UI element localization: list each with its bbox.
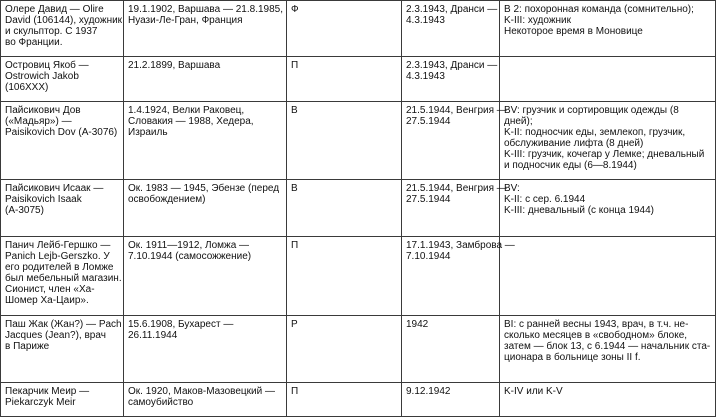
cell-line: K-II: с сер. 6.1944 [504,194,586,205]
cell-line: 1942 [406,319,429,330]
cell-line: Ок. 1920, Маков-Мазовецкий — [128,386,275,397]
cell-line: Пайсикович Дов [5,105,81,116]
person-cell [1,180,124,237]
cell-line: 21.2.1899, Варшава [128,60,221,71]
table-row [1,1,716,57]
cell-line: Ок. 1983 — 1945, Эбензе (перед [128,183,280,194]
cell-line: в Париже [5,341,50,352]
cell-line: 27.5.1944 [406,194,451,205]
cell-line: Островиц Якоб — [5,60,89,71]
birth-death-cell [124,57,287,102]
cell-line: сколько месяцев в «свободном» блоке, [504,330,688,341]
work-cell [500,316,716,383]
transport-cell [402,102,507,180]
cell-line: 27.5.1944 [406,116,451,127]
category-cell: Р [287,316,402,383]
cell-line: K-III: художник [504,15,572,26]
cell-line: освобождением) [128,194,206,205]
transport-cell [402,180,507,237]
cell-line: и скульптор. С 1937 [5,26,98,37]
cell-line: 15.6.1908, Бухарест — [128,319,234,330]
cell-line: 2.3.1943, Дранси — [406,4,498,15]
work-cell [500,57,716,102]
cell-line: K-II: подносчик еды, землекоп, грузчик, [504,127,686,138]
cell-line: Сионист, член «Ха- [5,284,95,295]
table-row [1,316,716,383]
cell-line: 1.4.1924, Велки Раковец, [128,105,245,116]
category-cell: В [287,102,402,180]
cell-line: Нуази-Ле-Гран, Франция [128,15,243,26]
cell-line: во Франции. [5,37,63,48]
cell-line: 21.5.1944, Венгрия — [406,183,507,194]
cell-line: ционара в больнице зоны II f. [504,352,641,363]
birth-death-cell [124,383,287,417]
cell-line: Ostrowich Jakob [5,71,79,82]
work-cell [500,180,716,237]
cell-line: («Мадьяр») — [5,116,72,127]
cell-line: 7.10.1944 (самосожжение) [128,251,252,262]
cell-line: Piekarczyk Meir [5,397,76,408]
cell-line: 21.5.1944, Венгрия — [406,105,507,116]
cell-line: самоубийство [128,397,194,408]
cell-line: Некоторое время в Моновице [504,26,643,37]
cell-line: Panich Lejb-Gerszko. У [5,251,110,262]
cell-line: K-III: дневальный (с конца 1944) [504,205,655,216]
cell-line: K-III: грузчик, кочегар у Лемке; дневальный [504,149,705,160]
birth-death-cell [124,1,287,57]
transport-cell [402,57,500,102]
person-cell [1,237,124,316]
cell-line: обслуживание лифта (8 дней) [504,138,644,149]
category-cell: Ф [287,1,402,57]
category-cell: П [287,57,402,102]
cell-line: 2.3.1943, Дранси — [406,60,498,71]
work-cell [500,237,716,316]
cell-line: Словакия — 1988, Хедера, [128,116,254,127]
cell-line: 17.1.1943, Замброва — [406,240,515,251]
cell-line: David (106144), художник [5,15,123,26]
cell-line: Paisikovich Isaak [5,194,82,205]
birth-death-cell [124,316,287,383]
cell-line: дней); [504,116,533,127]
cell-line: BV: [504,183,520,194]
cell-line: 7.10.1944 [406,251,451,262]
person-cell [1,316,124,383]
cell-line: BV: грузчик и сортировщик одежды (8 [504,105,679,116]
transport-cell [402,383,500,417]
cell-line: Израиль [128,127,168,138]
person-cell [1,57,124,102]
cell-line: Jacques (Jean?), врач [5,330,106,341]
cell-line: BI: с ранней весны 1943, врач, в т.ч. не- [504,319,689,330]
cell-line: Панич Лейб-Гершко — [5,240,111,251]
cell-line: Паш Жак (Жан?) — Pach [5,319,122,330]
cell-line: 4.3.1943 [406,71,445,82]
cell-line: В 2: похоронная команда (сомнительно); [504,4,694,15]
records-table-body [1,1,716,417]
cell-line: затем — блок 13, с 6.1944 — начальник ста- [504,341,711,352]
cell-line: 9.12.1942 [406,386,451,397]
transport-cell [402,237,515,316]
table-row [1,57,716,102]
person-cell [1,1,124,57]
cell-line: 26.11.1944 [128,330,178,341]
cell-line: (106XXX) [5,82,49,93]
category-cell: П [287,237,402,316]
cell-line: Paisikovich Dov (A-3076) [5,127,118,138]
cell-line: 4.3.1943 [406,15,445,26]
person-cell [1,102,124,180]
person-cell [1,383,124,417]
cell-line: Ок. 1911—1912, Ломжа — [128,240,250,251]
cell-line: Пекарчик Меир — [5,386,90,397]
table-row [1,102,716,180]
category-cell: В [287,180,402,237]
cell-line: Пайсикович Исаак — [5,183,104,194]
work-cell [500,1,716,57]
cell-line: K-IV или K-V [504,386,563,397]
cell-line: (A-3075) [5,205,44,216]
cell-line: Шомер Ха-Цаир». [5,295,89,306]
cell-line: и подносчик еды (6—8.1944) [504,160,637,171]
table-row [1,237,716,316]
birth-death-cell [124,237,287,316]
transport-cell [402,316,500,383]
cell-line: его родителей в Ломже [5,262,114,273]
cell-line: был мебельный магазин. [5,273,122,284]
table-row [1,383,716,417]
transport-cell [402,1,500,57]
cell-line: 19.1.1902, Варшава — 21.8.1985, [128,4,284,15]
table-row [1,180,716,237]
birth-death-cell [124,180,287,237]
work-cell [500,383,716,417]
work-cell [500,102,716,180]
cell-line: Олере Давид — Olire [5,4,104,15]
birth-death-cell [124,102,287,180]
category-cell: П [287,383,402,417]
